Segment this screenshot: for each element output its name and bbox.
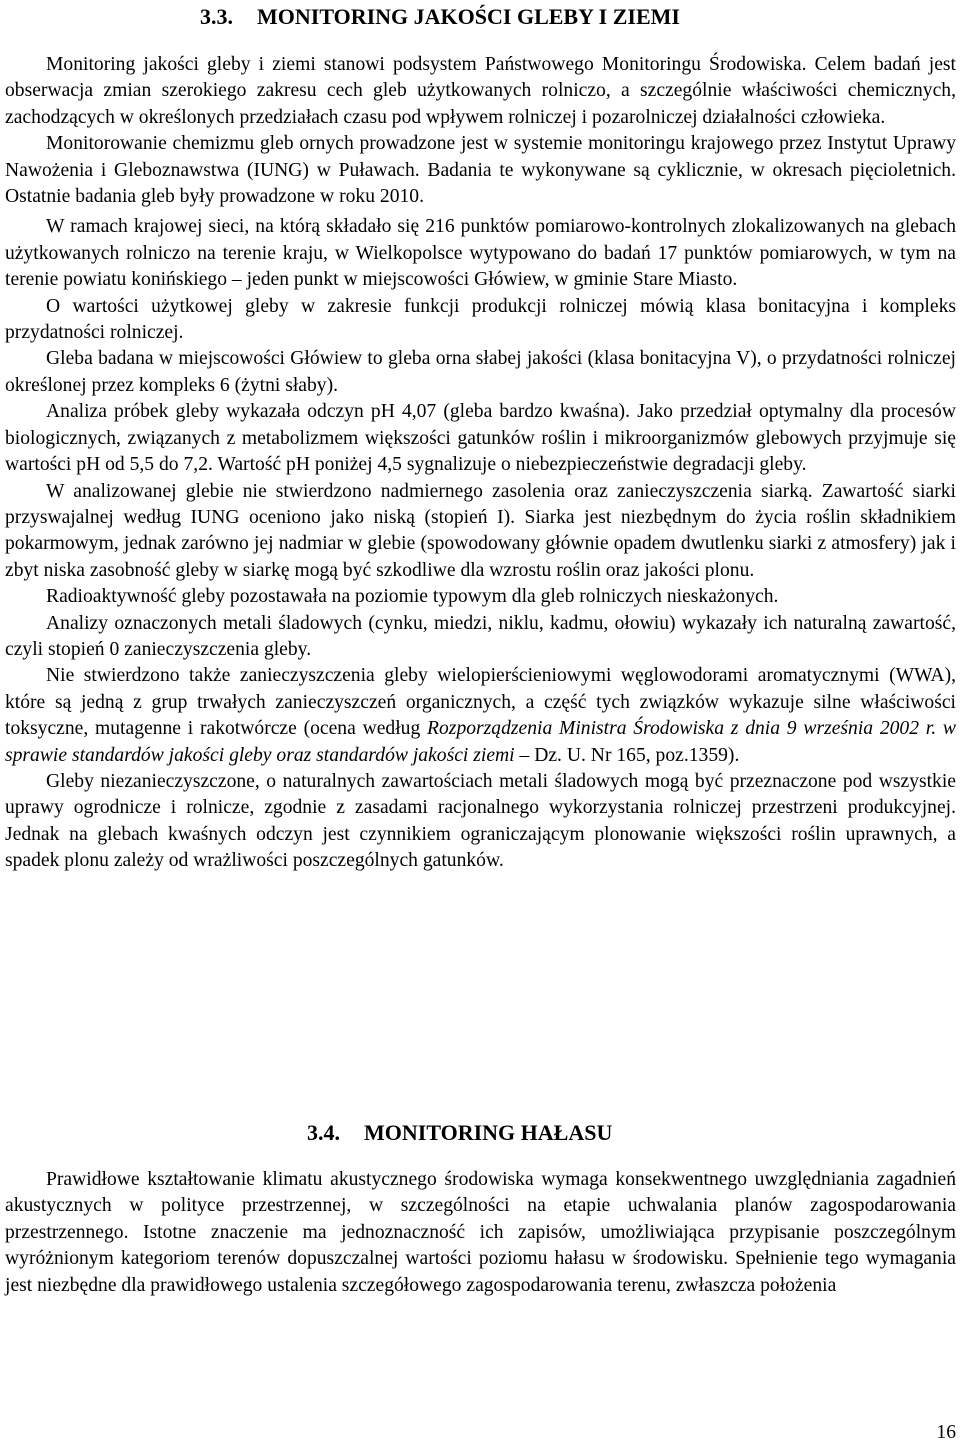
regulation-citation: Rozporządzenia Ministra Środowiska z dnia 9 września 2002 r. w sprawie standardów jakości gleby oraz standardów jakości ziemi [5, 718, 956, 766]
paragraph-wwa [5, 663, 956, 769]
paragraph: W analizowanej glebie nie stwierdzono nadmiernego zasolenia oraz zanieczyszczenia siarką. Zawartość siarki przyswajalnej według IUNG oceniono jako niską (stopień I). Siarka jest niezbędnym do życia roślin składnikiem pokarmowym, jednak zarówno jej nadmiar w glebie (spowodowany głównie opadem dwutlenku siarki z atmosfery) jak i zbyt niska zasobność gleby w siarkę mogą być szkodliwe dla wzrostu roślin oraz jakości plonu. [5, 480, 956, 581]
wwa-text-before: Nie stwierdzono także zanieczyszczenia gleby wielopierścieniowymi węglowodorami aromatycznymi (WWA), które są jedną z grup trwałych zanieczyszczeń organicznych, a część tych związków wykazuje silne właściwości toksyczne, mutagenne i rakotwórcze (ocena według [5, 665, 956, 740]
page-number: 16 [936, 1422, 956, 1443]
section-heading-noise [307, 1118, 612, 1148]
wwa-text-after: – Dz. U. Nr 165, poz.1359). [514, 744, 740, 766]
section-heading-soil [200, 2, 680, 32]
paragraph: Monitoring jakości gleby i ziemi stanowi podsystem Państwowego Monitoringu Środowiska. Celem badań jest obserwacja zmian szerokiego zakresu cech gleb użytkowanych rolniczo, a szczególnie właściwości chemicznych, zachodzących w określonych przedziałach czasu pod wpływem rolniczej i pozarolniczej działalności człowieka. [5, 54, 956, 128]
section-number: 3.4. [307, 1120, 340, 1145]
section-body-soil [5, 52, 956, 875]
section-title: MONITORING HAŁASU [364, 1120, 613, 1145]
paragraph: Monitorowanie chemizmu gleb ornych prowadzone jest w systemie monitoringu krajowego przez Instytut Uprawy Nawożenia i Gleboznawstwa (IUNG) w Puławach. Badania te wykonywane są cyklicznie, w okresach pięcioletnich. Ostatnie badania gleb były prowadzone w roku 2010. [5, 133, 956, 208]
paragraph: O wartości użytkowej gleby w zakresie funkcji produkcji rolniczej mówią klasa bonitacyjna i kompleks przydatności rolniczej. [5, 295, 956, 344]
paragraph: Gleba badana w miejscowości Główiew to gleba orna słabej jakości (klasa bonitacyjna V), o przydatności rolniczej określonej przez kompleks 6 (żytni słaby). [5, 348, 956, 396]
paragraph: Gleby niezanieczyszczone, o naturalnych zawartościach metali śladowych mogą być przeznaczone pod wszystkie uprawy ogrodnicze i rolnicze, zgodnie z zasadami racjonalnego wykorzystania rolniczej przestrzeni produkcyjnej. Jednak na glebach kwaśnych odczyn jest czynnikiem ograniczającym plonowanie większości roślin uprawnych, a spadek plonu zależy od wrażliwości poszczególnych gatunków. [5, 770, 956, 872]
paragraph: Prawidłowe kształtowanie klimatu akustycznego środowiska wymaga konsekwentnego uwzględniania zagadnień akustycznych w polityce przestrzennej, w szczególności na etapie uchwalania planów zagospodarowania przestrzennego. Istotne znaczenie ma jednoznaczność ich zapisów, umożliwiająca przypisanie poszczególnym wyróżnionym kategoriom terenów dopuszczalnej wartości poziomu hałasu w środowisku. Spełnienie tego wymagania jest niezbędne dla prawidłowego ustalenia szczegółowego zagospodarowania terenu, zwłaszcza położenia [5, 1169, 956, 1296]
section-title: MONITORING JAKOŚCI GLEBY I ZIEMI [257, 4, 680, 29]
paragraph: W ramach krajowej sieci, na którą składało się 216 punktów pomiarowo-kontrolnych zlokalizowanych na glebach użytkowanych rolniczo na terenie kraju, w Wielkopolsce wytypowano do badań 17 punktów pomiarowych, w tym na terenie powiatu konińskiego – jeden punkt w miejscowości Główiew, w gminie Stare Miasto. [5, 216, 956, 291]
section-number: 3.3. [200, 4, 233, 29]
paragraph: Analiza próbek gleby wykazała odczyn pH 4,07 (gleba bardzo kwaśna). Jako przedział optymalny dla procesów biologicznych, związanych z metabolizmem większości gatunków roślin i mikroorganizmów glebowych przyjmuje się wartości pH od 5,5 do 7,2. Wartość pH poniżej 4,5 sygnalizuje o niebezpieczeństwie degradacji gleby. [5, 401, 956, 476]
paragraph: Analizy oznaczonych metali śladowych (cynku, miedzi, niklu, kadmu, ołowiu) wykazały ich naturalną zawartość, czyli stopień 0 zanieczyszczenia gleby. [5, 612, 956, 660]
paragraph: Radioaktywność gleby pozostawała na poziomie typowym dla gleb rolniczych nieskażonych. [46, 586, 779, 608]
section-body-noise [5, 1167, 956, 1299]
